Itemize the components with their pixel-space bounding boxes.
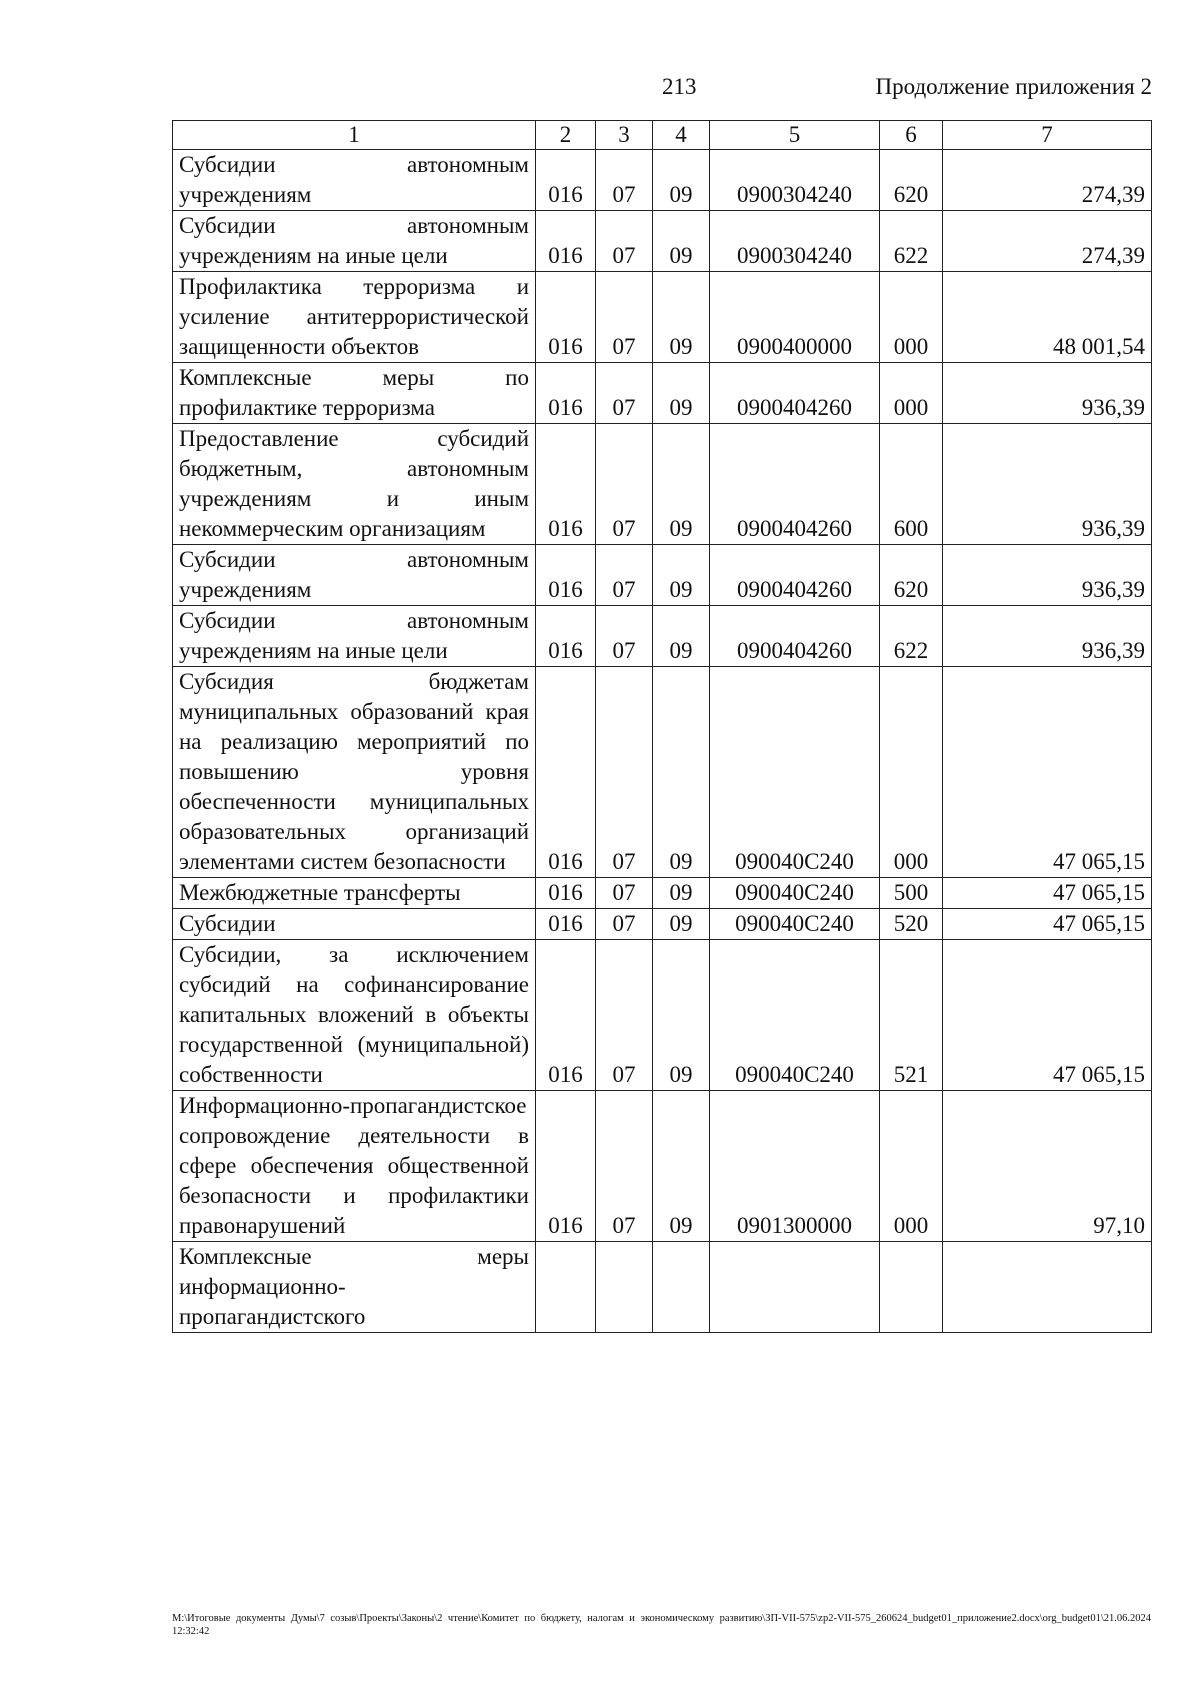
amount-cell: 47 065,15 bbox=[943, 909, 1152, 940]
table-row bbox=[173, 878, 1152, 909]
row-name-cell: Субсидии автономным учреждениям на иные цели bbox=[173, 606, 536, 667]
expense-type-cell: 500 bbox=[880, 878, 943, 909]
column-header-row bbox=[173, 121, 1152, 150]
subsection-cell bbox=[653, 1242, 710, 1333]
section-cell: 07 bbox=[596, 1091, 653, 1242]
admin-code-cell: 016 bbox=[536, 1091, 596, 1242]
subsection-cell: 09 bbox=[653, 545, 710, 606]
table-row bbox=[173, 424, 1152, 545]
section-cell: 07 bbox=[596, 272, 653, 363]
target-article-cell: 0900400000 bbox=[710, 272, 880, 363]
table-row bbox=[173, 211, 1152, 272]
column-header: 2 bbox=[536, 121, 596, 150]
amount-cell: 274,39 bbox=[943, 150, 1152, 211]
admin-code-cell: 016 bbox=[536, 909, 596, 940]
column-header: 5 bbox=[710, 121, 880, 150]
subsection-cell: 09 bbox=[653, 909, 710, 940]
table-body bbox=[173, 150, 1152, 1333]
table-row bbox=[173, 1091, 1152, 1242]
row-name-cell: Субсидии автономным учреждениям bbox=[173, 150, 536, 211]
section-cell: 07 bbox=[596, 940, 653, 1091]
table-row bbox=[173, 363, 1152, 424]
column-header: 3 bbox=[596, 121, 653, 150]
amount-cell: 936,39 bbox=[943, 424, 1152, 545]
table-row bbox=[173, 909, 1152, 940]
row-name-cell: Предоставление субсидий бюджетным, автономным учреждениям и иным некоммерческим организациям bbox=[173, 424, 536, 545]
page-number: 213 bbox=[662, 74, 697, 99]
amount-cell: 47 065,15 bbox=[943, 667, 1152, 878]
footer-file-path: M:\Итоговые документы Думы\7 созыв\Проекты\Законы\2 чтение\Комитет по бюджету, налогам и экономическому развитию\ЗП-VII-575\zp2-VII-575_260624_budget01_приложение2.docx\org_budget01\21.06.2024 12:32:42 bbox=[172, 1613, 1151, 1637]
admin-code-cell: 016 bbox=[536, 667, 596, 878]
continuation-label: Продолжение приложения 2 bbox=[875, 74, 1152, 99]
subsection-cell: 09 bbox=[653, 272, 710, 363]
target-article-cell: 090040С240 bbox=[710, 667, 880, 878]
target-article-cell: 090040С240 bbox=[710, 909, 880, 940]
expense-type-cell: 000 bbox=[880, 272, 943, 363]
amount-cell: 936,39 bbox=[943, 363, 1152, 424]
table-row bbox=[173, 150, 1152, 211]
column-header: 1 bbox=[173, 121, 536, 150]
target-article-cell bbox=[710, 1242, 880, 1333]
row-name-cell: Субсидии автономным учреждениям bbox=[173, 545, 536, 606]
admin-code-cell: 016 bbox=[536, 545, 596, 606]
row-name-cell: Комплексные меры по профилактике терроризма bbox=[173, 363, 536, 424]
target-article-cell: 0900404260 bbox=[710, 363, 880, 424]
row-name-cell: Профилактика терроризма и усиление антитеррористической защищенности объектов bbox=[173, 272, 536, 363]
amount-cell: 936,39 bbox=[943, 606, 1152, 667]
amount-cell bbox=[943, 1242, 1152, 1333]
admin-code-cell: 016 bbox=[536, 150, 596, 211]
expense-type-cell: 000 bbox=[880, 363, 943, 424]
amount-cell: 47 065,15 bbox=[943, 878, 1152, 909]
subsection-cell: 09 bbox=[653, 363, 710, 424]
table-row bbox=[173, 940, 1152, 1091]
subsection-cell: 09 bbox=[653, 150, 710, 211]
section-cell: 07 bbox=[596, 424, 653, 545]
target-article-cell: 0900404260 bbox=[710, 424, 880, 545]
section-cell: 07 bbox=[596, 606, 653, 667]
table-row bbox=[173, 545, 1152, 606]
table-row bbox=[173, 1242, 1152, 1333]
admin-code-cell bbox=[536, 1242, 596, 1333]
subsection-cell: 09 bbox=[653, 606, 710, 667]
amount-cell: 274,39 bbox=[943, 211, 1152, 272]
expense-type-cell: 620 bbox=[880, 150, 943, 211]
section-cell: 07 bbox=[596, 211, 653, 272]
expense-type-cell: 622 bbox=[880, 211, 943, 272]
expense-type-cell: 000 bbox=[880, 667, 943, 878]
admin-code-cell: 016 bbox=[536, 606, 596, 667]
section-cell bbox=[596, 1242, 653, 1333]
target-article-cell: 090040С240 bbox=[710, 940, 880, 1091]
section-cell: 07 bbox=[596, 909, 653, 940]
budget-table bbox=[172, 120, 1152, 1333]
subsection-cell: 09 bbox=[653, 940, 710, 1091]
section-cell: 07 bbox=[596, 667, 653, 878]
column-header: 7 bbox=[943, 121, 1152, 150]
subsection-cell: 09 bbox=[653, 667, 710, 878]
admin-code-cell: 016 bbox=[536, 878, 596, 909]
subsection-cell: 09 bbox=[653, 1091, 710, 1242]
expense-type-cell bbox=[880, 1242, 943, 1333]
section-cell: 07 bbox=[596, 545, 653, 606]
subsection-cell: 09 bbox=[653, 878, 710, 909]
row-name-cell: Межбюджетные трансферты bbox=[173, 878, 536, 909]
section-cell: 07 bbox=[596, 878, 653, 909]
subsection-cell: 09 bbox=[653, 424, 710, 545]
admin-code-cell: 016 bbox=[536, 363, 596, 424]
target-article-cell: 0900304240 bbox=[710, 150, 880, 211]
section-cell: 07 bbox=[596, 363, 653, 424]
admin-code-cell: 016 bbox=[536, 424, 596, 545]
expense-type-cell: 600 bbox=[880, 424, 943, 545]
expense-type-cell: 520 bbox=[880, 909, 943, 940]
table-row bbox=[173, 667, 1152, 878]
row-name-cell: Субсидия бюджетам муниципальных образований края на реализацию мероприятий по повышению уровня обеспеченности муниципальных образовательных организаций элементами систем безопасности bbox=[173, 667, 536, 878]
expense-type-cell: 000 bbox=[880, 1091, 943, 1242]
table-row bbox=[173, 272, 1152, 363]
amount-cell: 97,10 bbox=[943, 1091, 1152, 1242]
row-name-cell: Субсидии bbox=[173, 909, 536, 940]
admin-code-cell: 016 bbox=[536, 940, 596, 1091]
amount-cell: 48 001,54 bbox=[943, 272, 1152, 363]
row-name-cell: Субсидии, за исключением субсидий на софинансирование капитальных вложений в объекты государственной (муниципальной) собственности bbox=[173, 940, 536, 1091]
target-article-cell: 0900404260 bbox=[710, 545, 880, 606]
admin-code-cell: 016 bbox=[536, 211, 596, 272]
target-article-cell: 0900404260 bbox=[710, 606, 880, 667]
table-row bbox=[173, 606, 1152, 667]
target-article-cell: 090040С240 bbox=[710, 878, 880, 909]
expense-type-cell: 620 bbox=[880, 545, 943, 606]
column-header: 4 bbox=[653, 121, 710, 150]
row-name-cell: Субсидии автономным учреждениям на иные цели bbox=[173, 211, 536, 272]
row-name-cell: Информационно-пропагандистское сопровождение деятельности в сфере обеспечения общественной безопасности и профилактики правонарушений bbox=[173, 1091, 536, 1242]
subsection-cell: 09 bbox=[653, 211, 710, 272]
expense-type-cell: 622 bbox=[880, 606, 943, 667]
admin-code-cell: 016 bbox=[536, 272, 596, 363]
amount-cell: 47 065,15 bbox=[943, 940, 1152, 1091]
target-article-cell: 0901300000 bbox=[710, 1091, 880, 1242]
column-header: 6 bbox=[880, 121, 943, 150]
target-article-cell: 0900304240 bbox=[710, 211, 880, 272]
expense-type-cell: 521 bbox=[880, 940, 943, 1091]
section-cell: 07 bbox=[596, 150, 653, 211]
amount-cell: 936,39 bbox=[943, 545, 1152, 606]
row-name-cell: Комплексные меры информационно-пропагандистского bbox=[173, 1242, 536, 1333]
